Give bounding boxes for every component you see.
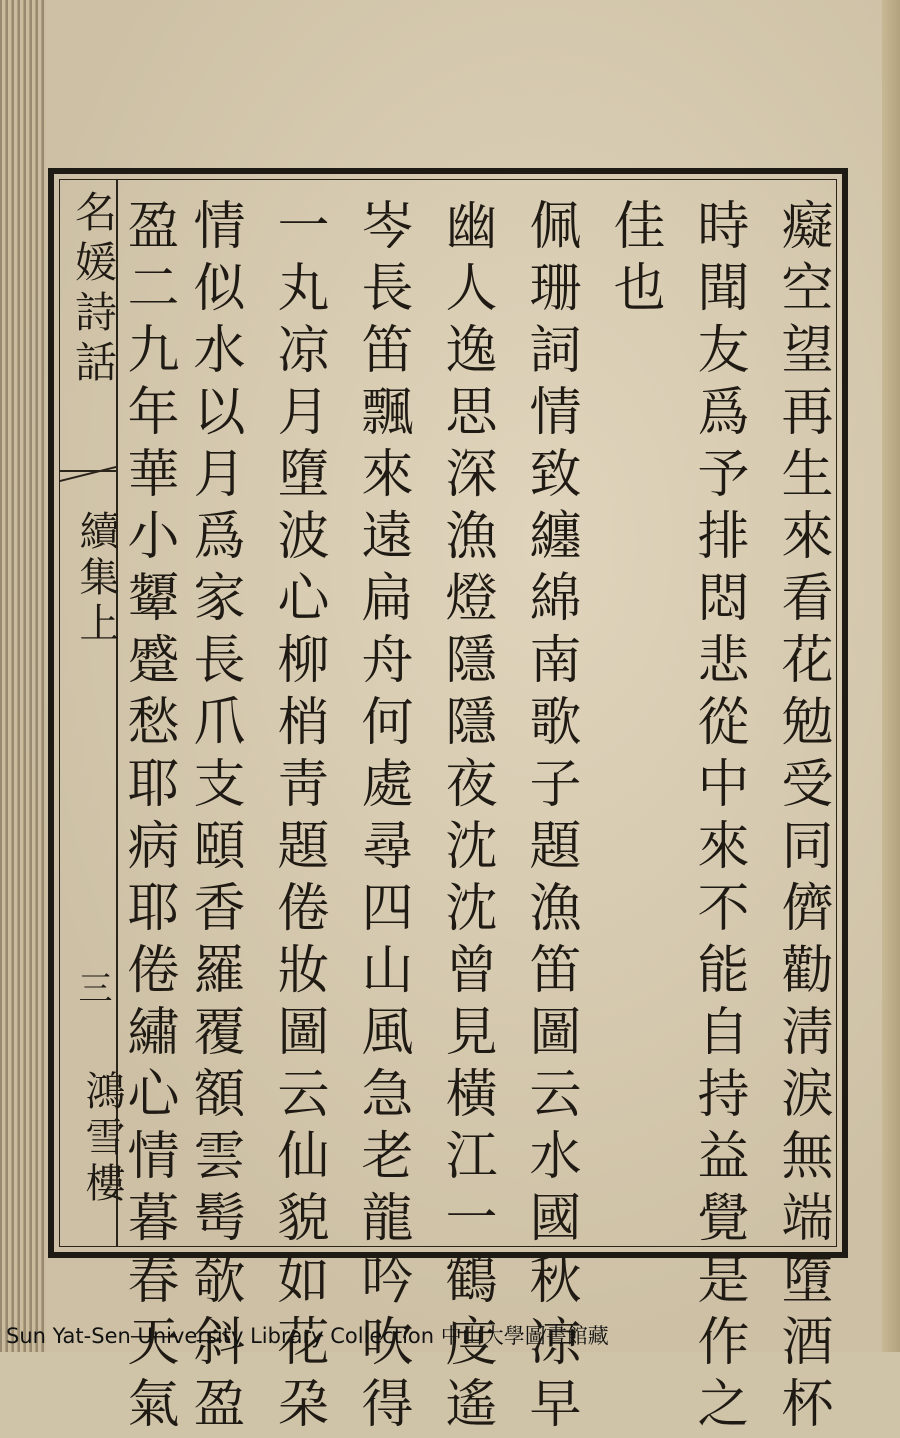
publisher-name: 鴻雪樓 bbox=[79, 1070, 125, 1208]
text-column-6: 岑長笛飄來遠扁舟何處尋四山風急老龍吟吹得 bbox=[352, 198, 412, 1438]
text-column-4: 佩珊詞情致纏綿南歌子題漁笛圖云水國秋凉早 bbox=[520, 198, 580, 1438]
text-column-7: 一丸凉月墮波心柳梢靑題倦妝圖云仙貌如花朶 bbox=[268, 198, 328, 1438]
text-column-9: 盈二九年華小顰蹙愁耶病耶倦繡心情暮春天氣 bbox=[118, 198, 178, 1438]
text-column-3: 佳也 bbox=[604, 198, 664, 322]
fishtail-rule bbox=[60, 470, 116, 472]
text-column-1: 癡空望再生來看花勉受同儕勸淸淚無端墮酒杯 bbox=[772, 198, 832, 1438]
fishtail-mark bbox=[60, 466, 116, 482]
text-column-2: 時聞友爲予排悶悲從中來不能自持益覺是作之 bbox=[688, 198, 748, 1438]
text-column-5: 幽人逸思深漁燈隱隱夜沈沈曾見橫江一鶴度遙 bbox=[436, 198, 496, 1438]
book-title: 名媛詩話 bbox=[69, 190, 118, 390]
page-edge-right bbox=[882, 0, 900, 1352]
section-title: 續集上 bbox=[73, 510, 119, 648]
page-edges bbox=[0, 0, 46, 1352]
library-watermark: Sun Yat-Sen University Library Collection 中山大學圖書館藏 bbox=[6, 1324, 609, 1348]
folio-number: 三 bbox=[72, 970, 112, 1004]
text-column-8: 情似水以月爲家長爪支頤香羅覆額雲髩欹斜盈 bbox=[184, 198, 244, 1438]
banxin-column bbox=[60, 180, 125, 1246]
